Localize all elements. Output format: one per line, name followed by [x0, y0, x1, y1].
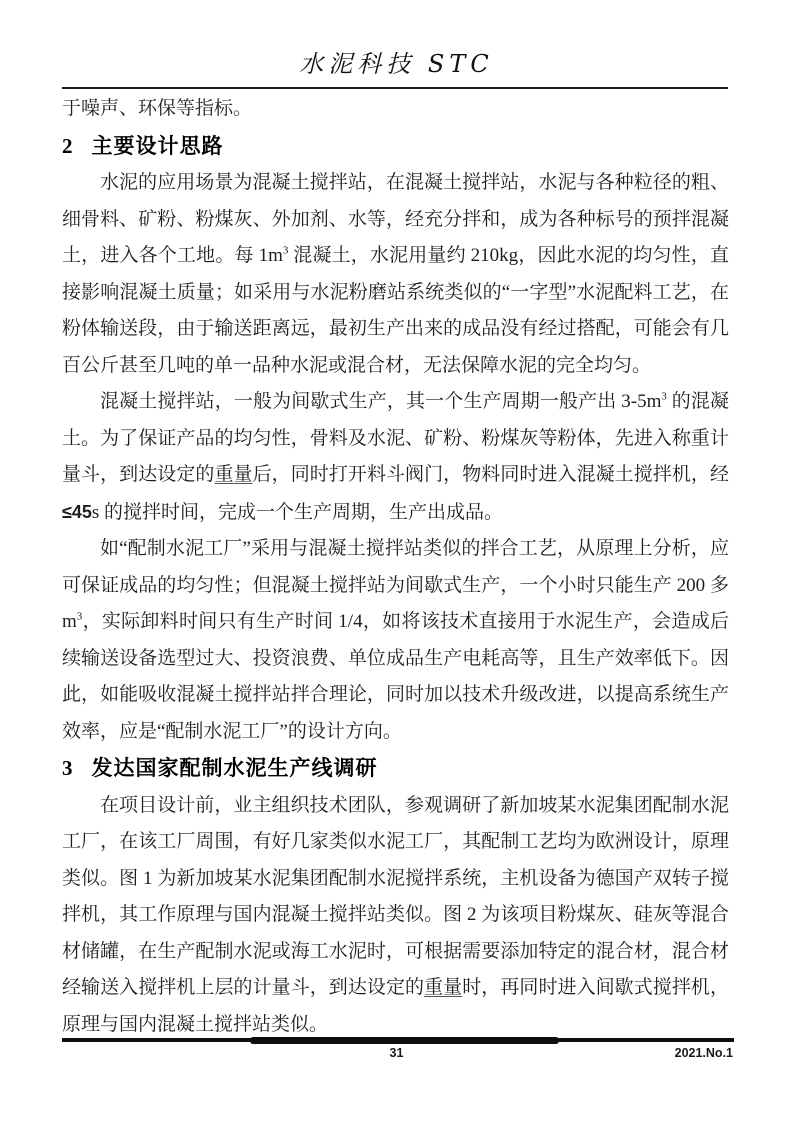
- paragraph: 水泥的应用场景为混凝土搅拌站，在混凝土搅拌站，水泥与各种粒径的粗、细骨料、矿粉、粉煤灰、外加剂、水等，经充分拌和，成为各种标号的预拌混凝土，进入各个工地。每 $1m^3$ 混凝土，水泥用量约 210kg，因此水泥的均匀性，直接影响混凝土质量；如采用与水泥粉磨站系统类似的“一字型”水泥配料工艺，在粉体输送段，由于输送距离远，最初生产出来的成品没有经过搭配，可能会有几百公斤甚至几吨的单一品种水泥或混合材，无法保障水泥的完全均匀。: [62, 172, 729, 376]
- section-2-heading: [62, 128, 729, 166]
- paragraph-continuation: 于噪声、环保等指标。: [62, 98, 253, 119]
- section-2-title: 主要设计思路: [91, 134, 224, 158]
- paragraph: 如“配制水泥工厂”采用与混凝土搅拌站类似的拌合工艺，从原理上分析，应可保证成品的均匀性；但混凝土搅拌站为间歇式生产，一个小时只能生产 200 多 $m^3$，实际卸料时间只有生产时间 1/4，如将该技术直接用于水泥生产，会造成后续输送设备选型过大、投资浪费、单位成品生产电耗高等，且生产效率低下。因此，如能吸收混凝土搅拌站拌合理论，同时加以技术升级改进，以提高系统生产效率，应是“配制水泥工厂”的设计方向。: [62, 538, 729, 742]
- section-3-number: 3: [62, 756, 73, 780]
- paragraph: 在项目设计前，业主组织技术团队，参观调研了新加坡某水泥集团配制水泥工厂，在该工厂周围，有好几家类似水泥工厂，其配制工艺均为欧洲设计，原理类似。图 1 为新加坡某水泥集团配制水泥搅拌系统，主机设备为德国产双转子搅拌机，其工作原理与国内混凝土搅拌站类似。图 2 为该项目粉煤灰、硅灰等混合材储罐，在生产配制水泥或海工水泥时，可根据需要添加特定的混合材，混合材经输送入搅拌机上层的计量斗，到达设定的重量时，再同时进入间歇式搅拌机，原理与国内混凝土搅拌站类似。: [62, 794, 729, 1035]
- paragraph: 混凝土搅拌站，一般为间歇式生产，其一个生产周期一般产出 $3-5m^3$ 的混凝土。为了保证产品的均匀性，骨料及水泥、矿粉、粉煤灰等粉体，先进入称重计量斗，到达设定的重量后，同时打开料斗阀门，物料同时进入混凝土搅拌机，经≤45s 的搅拌时间，完成一个生产周期，生产出成品。: [62, 390, 729, 523]
- issue-label: 2021.No.1: [674, 1046, 733, 1060]
- header-rule: [62, 87, 728, 89]
- footer-rule: [62, 1038, 734, 1042]
- section-3-title: 发达国家配制水泥生产线调研: [91, 757, 378, 780]
- section-3-heading: [62, 750, 729, 788]
- page-body: [62, 91, 729, 1043]
- section-2-number: 2: [62, 133, 73, 158]
- page-footer: [0, 1046, 793, 1066]
- page-number: 31: [389, 1046, 404, 1060]
- journal-title: 水泥科技 STC: [299, 50, 494, 78]
